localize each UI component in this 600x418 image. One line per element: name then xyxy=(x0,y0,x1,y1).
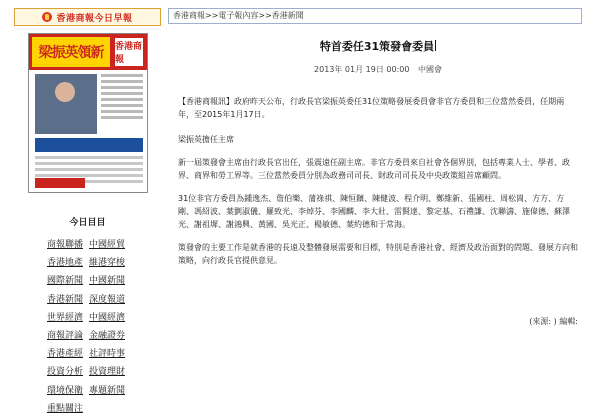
today-section-title: 今日目目 xyxy=(69,218,106,228)
article-title: 特首委任31策發會委員 xyxy=(319,40,435,53)
category-link[interactable]: 世界經濟 xyxy=(47,312,84,323)
category-link[interactable]: 香港地產 xyxy=(47,258,84,269)
article-paragraph: 31位非官方委員為鍾逸杰、詹伯樂、蒲祿祺、陳恒鑌、陳健波、程介明、鄭維新、張國柱、周松崗、方方、方剛、馮紹波、葉劉淑儀、羅致光、李焯芬、李國麟、李大壯、雷賢達、黎定基、石禮謙、沈聯濤、施偉德、蘇澤光、謝祖墀、謝鴻興、黃國、吳光正、楊敏德、葉約德和于常海。 xyxy=(178,194,570,229)
breadcrumb[interactable]: 香港商報>>電子報內容>>香港新聞 xyxy=(168,8,582,24)
brand-title: 香港商報今日早報 xyxy=(56,13,133,24)
article-source: (來源: ) 編輯: xyxy=(529,317,578,326)
cover-masthead: 香港商報 xyxy=(114,37,144,67)
category-link[interactable]: 商報評論 xyxy=(47,330,84,341)
sidebar xyxy=(14,8,161,418)
brand-banner[interactable] xyxy=(14,8,161,26)
category-link[interactable]: 專題新聞 xyxy=(89,385,126,396)
category-link[interactable]: 環境保衛 xyxy=(47,385,84,396)
article-subheading: 梁振英擔任主席 xyxy=(178,135,234,144)
category-link[interactable]: 重點關注 xyxy=(47,403,84,414)
front-page-thumbnail[interactable] xyxy=(28,33,148,193)
article-paragraph: 【香港商報訊】政府昨天公布，行政長官梁振英委任31位策略發展委員會非官方委員和三位當然委員，任期兩年，至2015年1月17日。 xyxy=(178,97,565,119)
category-link[interactable]: 深度報道 xyxy=(89,294,126,305)
article-author: 中國會 xyxy=(417,65,442,74)
article xyxy=(178,38,578,326)
text-caret xyxy=(435,40,436,51)
cover-headline: 梁振英領新 xyxy=(32,37,110,67)
category-link[interactable]: 金融證券 xyxy=(89,330,126,341)
category-link[interactable]: 社評時事 xyxy=(89,349,126,360)
category-link[interactable]: 中國經濟 xyxy=(89,312,126,323)
category-link[interactable]: 國際新聞 xyxy=(47,276,84,287)
category-link[interactable]: 投資分析 xyxy=(47,367,84,378)
logo-icon xyxy=(42,12,52,22)
category-link[interactable]: 商報聯播 xyxy=(47,240,84,250)
category-link[interactable]: 中國經貿 xyxy=(89,240,126,250)
category-link[interactable]: 投資理財 xyxy=(89,367,126,378)
article-paragraph: 策發會的主要工作是就香港的長遠及整體發展需要和目標，特別是香港社會、經濟及政治面對的問題、發展方向和策略，向行政長官提供意見。 xyxy=(178,243,578,265)
category-list xyxy=(47,236,161,418)
category-link[interactable]: 香港產經 xyxy=(47,349,84,360)
category-link[interactable]: 香港新聞 xyxy=(47,294,84,305)
cover-photo xyxy=(35,74,97,134)
category-link[interactable]: 中國新聞 xyxy=(89,276,126,287)
article-meta xyxy=(178,64,578,75)
article-paragraph: 新一屆策發會主席由行政長官出任，張震遠任副主席。非官方委員來自社會各個界別，包括專業人士、學者、政界、商界和勞工界等。三位當然委員分別為政務司司長、財政司司長及中央政策組首席顧問。 xyxy=(178,158,570,180)
category-link[interactable]: 維港穿梭 xyxy=(89,258,126,269)
publish-date: 2013年 01月 19日 00:00 xyxy=(314,65,410,74)
